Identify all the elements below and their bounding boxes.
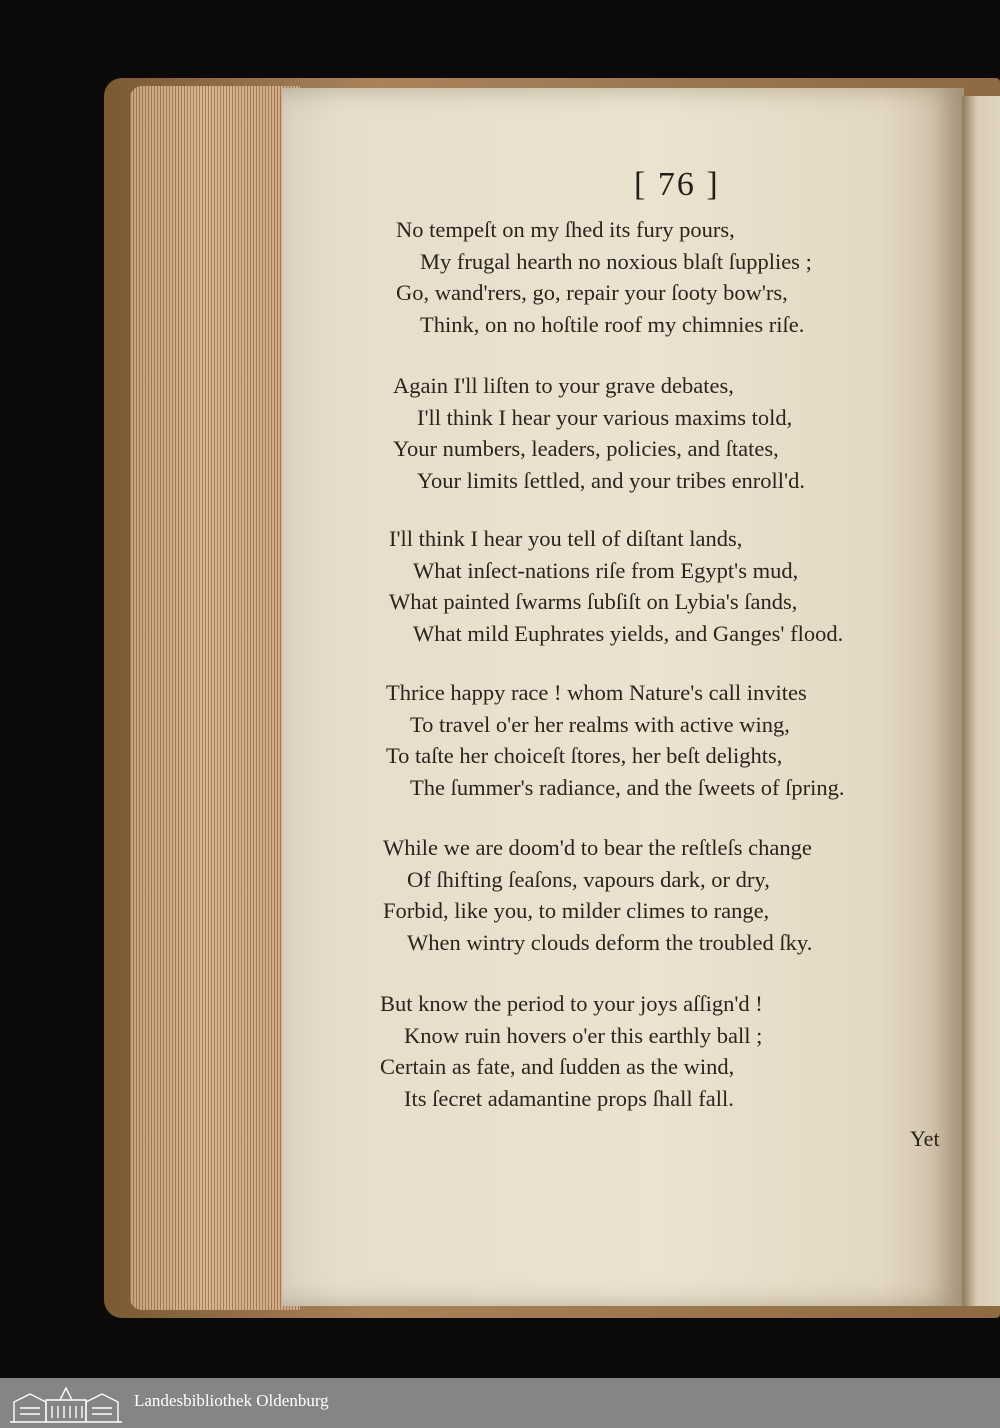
verse-line: Go, wand'rers, go, repair your ſooty bow'rs, bbox=[396, 280, 788, 305]
library-footer-bar bbox=[0, 1378, 1000, 1428]
library-name: Landesbibliothek Oldenburg bbox=[134, 1391, 329, 1410]
verse-line: While we are doom'd to bear the reſtleſs change bbox=[383, 835, 812, 860]
verse-line: Of ſhifting ſeaſons, vapours dark, or dry, bbox=[407, 866, 770, 892]
verse-line: But know the period to your joys aſſign'd ! bbox=[380, 991, 763, 1016]
verse-line: Thrice happy race ! whom Nature's call invites bbox=[386, 680, 807, 705]
verse-line: Again I'll liſten to your grave debates, bbox=[393, 373, 734, 398]
stanza-2 bbox=[393, 370, 805, 496]
verse-line: When wintry clouds deform the troubled ſky. bbox=[407, 929, 813, 955]
verse-line: Your limits ſettled, and your tribes enroll'd. bbox=[417, 467, 805, 493]
facing-page-edge bbox=[962, 96, 1000, 1306]
verse-line: Think, on no hoſtile roof my chimnies riſe. bbox=[420, 311, 805, 337]
verse-line: What painted ſwarms ſubſiſt on Lybia's ſands, bbox=[389, 589, 798, 614]
verse-line: Forbid, like you, to milder climes to range, bbox=[383, 898, 770, 923]
verse-line: I'll think I hear your various maxims told, bbox=[417, 404, 793, 430]
verse-line: My frugal hearth no noxious blaſt ſupplies ; bbox=[420, 248, 812, 274]
stanza-4 bbox=[386, 677, 845, 803]
stanza-3 bbox=[389, 523, 843, 649]
stanza-1 bbox=[396, 214, 812, 340]
page-number: [ 76 ] bbox=[634, 166, 720, 203]
verse-line: What mild Euphrates yields, and Ganges' flood. bbox=[413, 620, 844, 646]
verse-line: To travel o'er her realms with active wing, bbox=[410, 711, 790, 737]
catchword: Yet bbox=[910, 1126, 940, 1151]
verse-line: Its ſecret adamantine props ſhall fall. bbox=[404, 1085, 734, 1111]
page-edges bbox=[130, 86, 300, 1310]
library-building-logo-icon bbox=[8, 1384, 124, 1424]
verse-line: No tempeſt on my ſhed its fury pours, bbox=[396, 217, 735, 242]
verse-line: Certain as fate, and ſudden as the wind, bbox=[380, 1054, 735, 1079]
verse-line: To taſte her choiceſt ſtores, her beſt delights, bbox=[386, 743, 783, 768]
stanza-6 bbox=[380, 988, 763, 1114]
verse-line: I'll think I hear you tell of diſtant lands, bbox=[389, 526, 743, 551]
verse-line: Your numbers, leaders, policies, and ſtates, bbox=[393, 436, 779, 461]
stanza-5 bbox=[383, 832, 812, 958]
verse-line: Know ruin hovers o'er this earthly ball ; bbox=[404, 1022, 763, 1048]
verse-line: What inſect-nations riſe from Egypt's mud, bbox=[413, 557, 799, 583]
verse-line: The ſummer's radiance, and the ſweets of ſpring. bbox=[410, 774, 845, 800]
